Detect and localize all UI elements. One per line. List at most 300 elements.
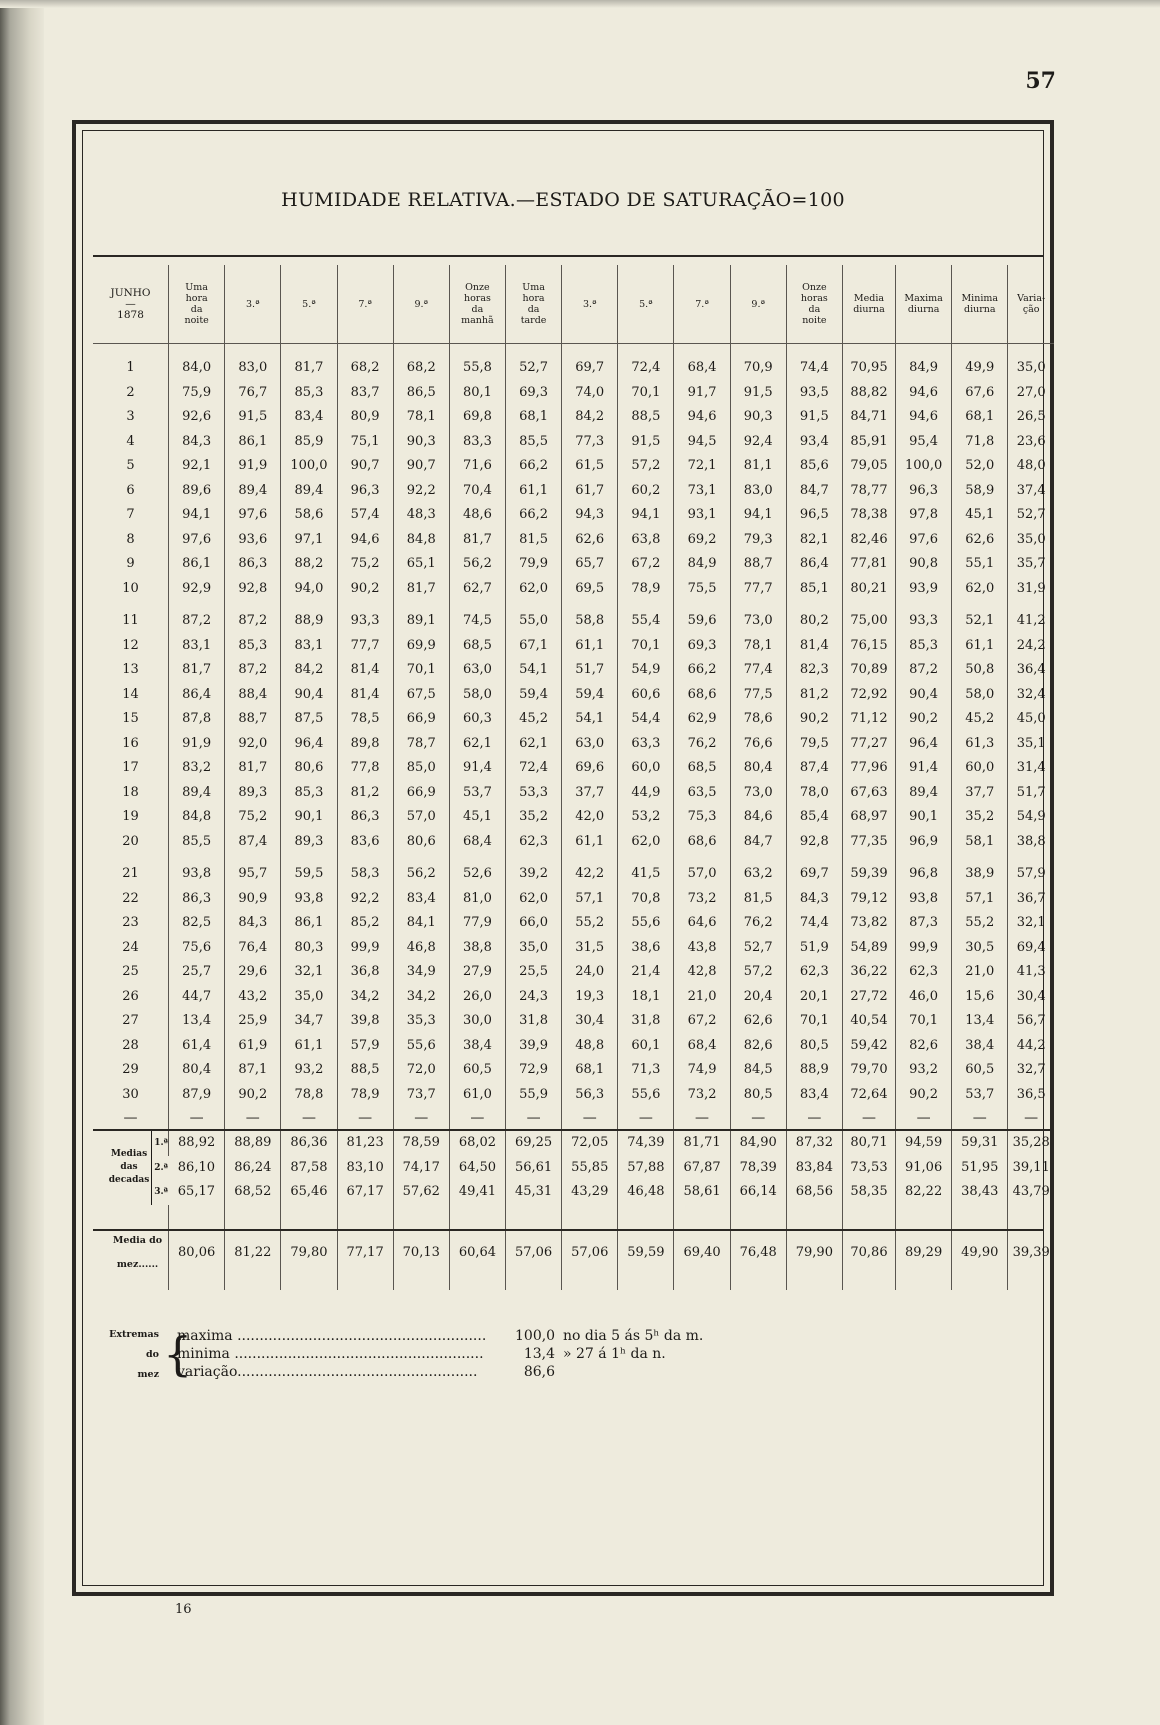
table-cell: 90,7 [337, 454, 393, 479]
table-cell: 91,5 [786, 405, 842, 430]
spacer-cell [618, 344, 674, 357]
table-cell: 83,4 [786, 1083, 842, 1108]
spacer-cell [842, 1217, 895, 1229]
spacer-cell [674, 1278, 730, 1290]
table-cell: 25,7 [169, 960, 225, 985]
decade-mean-cell: 46,48 [618, 1180, 674, 1205]
table-cell: 31,5 [562, 936, 618, 961]
table-cell: 68,1 [562, 1058, 618, 1083]
table-cell: 93,3 [896, 609, 952, 634]
table-row [93, 658, 1054, 683]
table-cell: 94,5 [674, 430, 730, 455]
table-cell: 62,0 [618, 830, 674, 855]
gap-cell [674, 854, 730, 862]
table-cell: 76,2 [674, 732, 730, 757]
table-cell: 62,0 [506, 887, 562, 912]
column-header: 7.ª [337, 265, 393, 344]
table-cell: 55,1 [952, 552, 1008, 577]
table-cell: 35,0 [281, 985, 337, 1010]
table-cell: 83,0 [225, 356, 281, 381]
table-cell: 97,6 [225, 503, 281, 528]
table-cell: 57,9 [1008, 862, 1054, 887]
table-cell: 82,6 [730, 1034, 786, 1059]
table-cell: 91,9 [169, 732, 225, 757]
spacer-cell [674, 1205, 730, 1217]
spacer-cell [730, 344, 786, 357]
decade-label [93, 1130, 169, 1205]
table-cell: 62,1 [506, 732, 562, 757]
spacer-cell [952, 1217, 1008, 1229]
decade-mean-cell: 68,02 [449, 1130, 505, 1156]
table-cell: 32,4 [1008, 683, 1054, 708]
table-row [93, 1058, 1054, 1083]
table-cell: 78,0 [786, 781, 842, 806]
table-cell: 42,0 [562, 805, 618, 830]
table-cell: 60,5 [449, 1058, 505, 1083]
table-cell: 80,2 [786, 609, 842, 634]
table-cell: 97,8 [896, 503, 952, 528]
dash-cell: — [506, 1107, 562, 1130]
table-cell: 77,3 [562, 430, 618, 455]
table-cell: 92,9 [169, 577, 225, 602]
table-row [93, 960, 1054, 985]
decade-gap [93, 854, 1054, 862]
column-header: Onze horas da noite [786, 265, 842, 344]
day-number: 11 [122, 613, 139, 628]
spacer-cell [281, 344, 337, 357]
table-cell: 80,6 [281, 756, 337, 781]
table-cell: 85,91 [842, 430, 895, 455]
table-cell: 81,7 [281, 356, 337, 381]
table-cell: 97,1 [281, 528, 337, 553]
table-cell: 60,0 [618, 756, 674, 781]
table-cell: 85,3 [281, 781, 337, 806]
table-cell: 62,1 [449, 732, 505, 757]
table-cell: 82,1 [786, 528, 842, 553]
extremes-label: Extremas do mez [109, 1329, 159, 1380]
table-cell: 56,2 [393, 862, 449, 887]
gap-cell [281, 601, 337, 609]
table-cell: 96,9 [896, 830, 952, 855]
day-number: 20 [122, 833, 139, 849]
table-cell: 54,9 [618, 658, 674, 683]
table-cell: 41,3 [1008, 960, 1054, 985]
table-cell: 72,0 [393, 1058, 449, 1083]
table-row [93, 732, 1054, 757]
table-cell: 99,9 [337, 936, 393, 961]
month-mean-cell: 57,06 [506, 1229, 562, 1278]
table-cell: 37,4 [1008, 479, 1054, 504]
table-cell: 54,1 [506, 658, 562, 683]
table-cell: 68,4 [449, 830, 505, 855]
table-cell: 42,8 [674, 960, 730, 985]
table-cell: 69,8 [449, 405, 505, 430]
decade-mean-cell: 74,39 [618, 1130, 674, 1156]
table-cell: 55,6 [618, 1083, 674, 1108]
table-cell: 66,2 [506, 503, 562, 528]
table-cell: 80,4 [730, 756, 786, 781]
decade-mean-row [93, 1156, 1054, 1181]
table-cell: 32,1 [281, 960, 337, 985]
table-cell: 38,9 [952, 862, 1008, 887]
table-cell: 25,9 [225, 1009, 281, 1034]
gap-cell [506, 854, 562, 862]
gap-cell [337, 601, 393, 609]
gap-cell [169, 601, 225, 609]
month-mean-cell: 57,06 [562, 1229, 618, 1278]
table-cell: 58,9 [952, 479, 1008, 504]
column-header: 9.ª [393, 265, 449, 344]
table-cell: 67,6 [952, 381, 1008, 406]
column-header: 3.ª [562, 265, 618, 344]
spacer-cell [281, 1217, 337, 1229]
table-cell: 61,1 [562, 830, 618, 855]
decade-mean-cell: 84,90 [730, 1130, 786, 1156]
spacer-cell [562, 344, 618, 357]
month-mean-label: Media do mez...... [112, 1234, 163, 1270]
table-cell: 36,22 [842, 960, 895, 985]
month-mean-cell: 81,22 [225, 1229, 281, 1278]
table-cell: 27,9 [449, 960, 505, 985]
table-cell: 48,8 [562, 1034, 618, 1059]
table-cell: 96,8 [896, 862, 952, 887]
table-cell: 80,9 [337, 405, 393, 430]
table-cell: 87,4 [786, 756, 842, 781]
table-cell: 87,8 [169, 707, 225, 732]
table-cell: 32,1 [1008, 911, 1054, 936]
month-mean-cell: 70,13 [393, 1229, 449, 1278]
gap-cell [449, 854, 505, 862]
table-cell: 91,9 [225, 454, 281, 479]
table-cell: 72,92 [842, 683, 895, 708]
table-cell: 70,1 [896, 1009, 952, 1034]
table-cell: 90,2 [225, 1083, 281, 1108]
table-cell: 85,3 [896, 634, 952, 659]
table-cell: 87,2 [169, 609, 225, 634]
table-row [93, 862, 1054, 887]
spacer-cell [618, 1278, 674, 1290]
table-cell: 51,7 [1008, 781, 1054, 806]
table-cell: 78,8 [281, 1083, 337, 1108]
table-cell: 69,9 [393, 634, 449, 659]
table-cell: 26,5 [1008, 405, 1054, 430]
table-cell: 88,5 [337, 1058, 393, 1083]
table-cell: 93,2 [281, 1058, 337, 1083]
table-cell: 85,3 [281, 381, 337, 406]
table-cell: 21,0 [952, 960, 1008, 985]
decade-mean-cell: 49,41 [449, 1180, 505, 1205]
table-cell: 81,7 [225, 756, 281, 781]
table-cell: 90,1 [281, 805, 337, 830]
spacer-cell [281, 1278, 337, 1290]
spacer-cell [337, 1205, 393, 1217]
table-cell: 44,9 [618, 781, 674, 806]
gap-cell [337, 854, 393, 862]
gap-cell [1008, 854, 1054, 862]
table-cell: 86,4 [786, 552, 842, 577]
table-cell: 93,2 [896, 1058, 952, 1083]
table-cell: 96,4 [281, 732, 337, 757]
table-cell: 88,2 [281, 552, 337, 577]
table-cell: 53,7 [952, 1083, 1008, 1108]
table-cell: 66,0 [506, 911, 562, 936]
table-cell: 92,4 [730, 430, 786, 455]
dash-cell: — [952, 1107, 1008, 1130]
table-cell: 57,2 [730, 960, 786, 985]
table-cell: 54,89 [842, 936, 895, 961]
day-number: 30 [122, 1086, 139, 1102]
table-cell: 78,5 [337, 707, 393, 732]
table-cell: 57,1 [562, 887, 618, 912]
gap-cell [393, 854, 449, 862]
gap-cell [618, 854, 674, 862]
table-cell: 59,4 [562, 683, 618, 708]
spacer-cell [393, 1278, 449, 1290]
table-cell: 36,5 [1008, 1083, 1054, 1108]
spacer-cell [786, 1278, 842, 1290]
table-cell: 93,1 [674, 503, 730, 528]
table-cell: 58,0 [449, 683, 505, 708]
table-cell: 80,21 [842, 577, 895, 602]
table-cell: 88,7 [730, 552, 786, 577]
table-cell: 80,5 [730, 1083, 786, 1108]
table-cell: 13,4 [169, 1009, 225, 1034]
table-cell: 73,2 [674, 1083, 730, 1108]
decade-mean-cell: 81,23 [337, 1130, 393, 1156]
table-cell: 88,82 [842, 381, 895, 406]
table-cell: 50,8 [952, 658, 1008, 683]
table-cell: 97,6 [896, 528, 952, 553]
table-cell: 34,2 [393, 985, 449, 1010]
table-cell: 36,8 [337, 960, 393, 985]
table-cell: 89,4 [896, 781, 952, 806]
table-cell: 94,6 [896, 405, 952, 430]
spacer-cell [449, 1217, 505, 1229]
table-row [93, 830, 1054, 855]
dash-cell: — [842, 1107, 895, 1130]
table-cell: 85,5 [169, 830, 225, 855]
table-cell: 84,3 [786, 887, 842, 912]
gap-cell [730, 854, 786, 862]
table-cell: 30,5 [952, 936, 1008, 961]
table-cell: 93,8 [896, 887, 952, 912]
extreme-name: minima ........................................................ [177, 1346, 484, 1362]
table-cell: 90,8 [896, 552, 952, 577]
table-cell: 82,6 [896, 1034, 952, 1059]
table-cell: 61,4 [169, 1034, 225, 1059]
day-number: 7 [126, 507, 135, 522]
spacer-cell [842, 344, 895, 357]
table-cell: 90,2 [337, 577, 393, 602]
table-cell: 84,3 [169, 430, 225, 455]
table-cell: 59,42 [842, 1034, 895, 1059]
table-cell: 77,7 [730, 577, 786, 602]
table-cell: 83,4 [393, 887, 449, 912]
gap-cell [896, 601, 952, 609]
spacer-cell [169, 1278, 225, 1290]
table-cell: 68,5 [674, 756, 730, 781]
table-cell: 38,4 [449, 1034, 505, 1059]
table-cell: 13,4 [952, 1009, 1008, 1034]
table-cell: 61,1 [281, 1034, 337, 1059]
day-number: 6 [126, 482, 135, 498]
decade-mean-cell: 45,31 [506, 1180, 562, 1205]
table-cell: 34,2 [337, 985, 393, 1010]
spacer-cell [337, 1278, 393, 1290]
decade-mean-cell: 39,11 [1008, 1156, 1054, 1181]
table-cell: 90,3 [393, 430, 449, 455]
decade-mean-cell: 55,85 [562, 1156, 618, 1181]
table-row [93, 1034, 1054, 1059]
table-cell: 45,1 [449, 805, 505, 830]
month-mean-cell: 79,90 [786, 1229, 842, 1278]
table-cell: 67,63 [842, 781, 895, 806]
table-cell: 71,6 [449, 454, 505, 479]
table-cell: 79,3 [730, 528, 786, 553]
table-cell: 90,2 [896, 707, 952, 732]
table-cell: 69,3 [674, 634, 730, 659]
table-cell: 79,5 [786, 732, 842, 757]
gap-cell [952, 601, 1008, 609]
table-cell: 61,1 [562, 634, 618, 659]
table-cell: 63,0 [449, 658, 505, 683]
decade-mean-cell: 67,87 [674, 1156, 730, 1181]
table-cell: 75,1 [337, 430, 393, 455]
table-cell: 62,0 [952, 577, 1008, 602]
table-cell: 77,35 [842, 830, 895, 855]
decade-mean-cell: 65,46 [281, 1180, 337, 1205]
table-cell: 91,4 [896, 756, 952, 781]
decade-mean-cell: 81,71 [674, 1130, 730, 1156]
column-header: Onze horas da manhã [449, 265, 505, 344]
table-cell: 69,6 [562, 756, 618, 781]
spacer-cell [1008, 1278, 1054, 1290]
table-cell: 62,6 [952, 528, 1008, 553]
table-cell: 59,39 [842, 862, 895, 887]
spacer-cell [506, 1217, 562, 1229]
table-cell: 55,6 [618, 911, 674, 936]
table-cell: 55,0 [506, 609, 562, 634]
decade-mean-row [93, 1130, 1054, 1156]
table-cell: 91,5 [618, 430, 674, 455]
table-cell: 31,4 [1008, 756, 1054, 781]
table-cell: 90,7 [393, 454, 449, 479]
column-header: 3.ª [225, 265, 281, 344]
decade-mean-cell: 80,71 [842, 1130, 895, 1156]
table-cell: 31,8 [506, 1009, 562, 1034]
gap-cell [842, 601, 895, 609]
table-cell: 45,0 [1008, 707, 1054, 732]
dash-cell: — [337, 1107, 393, 1130]
table-row [93, 503, 1054, 528]
table-row [93, 552, 1054, 577]
spacer-cell [562, 1278, 618, 1290]
decade-mean-cell: 72,05 [562, 1130, 618, 1156]
table-cell: 93,5 [786, 381, 842, 406]
decade-mean-cell: 87,32 [786, 1130, 842, 1156]
column-header: JUNHO — 1878 [93, 265, 169, 344]
month-mean-cell: 60,64 [449, 1229, 505, 1278]
day-number: 26 [122, 988, 139, 1004]
spacer-cell [896, 1217, 952, 1229]
spacer-cell [730, 1205, 786, 1217]
spacer-cell [449, 1205, 505, 1217]
table-cell: 57,1 [952, 887, 1008, 912]
table-row [93, 528, 1054, 553]
table-cell: 69,5 [562, 577, 618, 602]
table-cell: 90,1 [896, 805, 952, 830]
table-cell: 58,3 [337, 862, 393, 887]
table-cell: 35,3 [393, 1009, 449, 1034]
decade-mean-cell: 66,14 [730, 1180, 786, 1205]
day-number: 27 [122, 1013, 139, 1028]
spacer-row [93, 344, 1054, 357]
table-cell: 86,4 [169, 683, 225, 708]
table-cell: 39,2 [506, 862, 562, 887]
table-cell: 69,4 [1008, 936, 1054, 961]
decade-mean-cell: 57,88 [618, 1156, 674, 1181]
table-cell: 96,4 [896, 732, 952, 757]
table-cell: 82,3 [786, 658, 842, 683]
table-cell: 31,9 [1008, 577, 1054, 602]
spacer-cell [225, 344, 281, 357]
table-cell: 70,4 [449, 479, 505, 504]
table-cell: 88,5 [618, 405, 674, 430]
table-cell: 69,3 [506, 381, 562, 406]
table-cell: 81,7 [449, 528, 505, 553]
decade-mean-cell: 68,52 [225, 1180, 281, 1205]
table-cell: 61,0 [449, 1083, 505, 1108]
sheet-number: 16 [175, 1602, 192, 1617]
table-cell: 56,3 [562, 1083, 618, 1108]
table-cell: 88,4 [225, 683, 281, 708]
table-cell: 59,6 [674, 609, 730, 634]
day-number: 9 [126, 556, 135, 571]
table-cell: 61,9 [225, 1034, 281, 1059]
table-cell: 93,3 [337, 609, 393, 634]
table-cell: 81,5 [506, 528, 562, 553]
table-cell: 67,2 [618, 552, 674, 577]
decade-mean-cell: 67,17 [337, 1180, 393, 1205]
decade-mean-cell: 69,25 [506, 1130, 562, 1156]
day-number: 4 [126, 433, 135, 449]
table-cell: 89,4 [169, 781, 225, 806]
table-cell: 57,0 [674, 862, 730, 887]
summary-bottom-rule [93, 1229, 1043, 1231]
dash-row [93, 1107, 1054, 1130]
table-cell: 81,0 [449, 887, 505, 912]
extreme-when: no dia 5 ás 5ʰ da m. [563, 1328, 704, 1344]
decade-mean-cell: 43,29 [562, 1180, 618, 1205]
table-cell: 78,6 [730, 707, 786, 732]
table-cell: 68,4 [674, 356, 730, 381]
decade-mean-cell: 87,58 [281, 1156, 337, 1181]
table-cell: 83,3 [449, 430, 505, 455]
table-cell: 70,1 [786, 1009, 842, 1034]
table-cell: 68,4 [674, 1034, 730, 1059]
decade-gap [93, 601, 1054, 609]
table-cell: 96,5 [786, 503, 842, 528]
table-cell: 85,2 [337, 911, 393, 936]
table-cell: 46,8 [393, 936, 449, 961]
dash-cell: — [225, 1107, 281, 1130]
table-cell: 77,27 [842, 732, 895, 757]
table-cell: 27,72 [842, 985, 895, 1010]
table-cell: 60,3 [449, 707, 505, 732]
table-cell: 61,7 [562, 479, 618, 504]
table-cell: 81,1 [730, 454, 786, 479]
table-cell: 87,2 [896, 658, 952, 683]
